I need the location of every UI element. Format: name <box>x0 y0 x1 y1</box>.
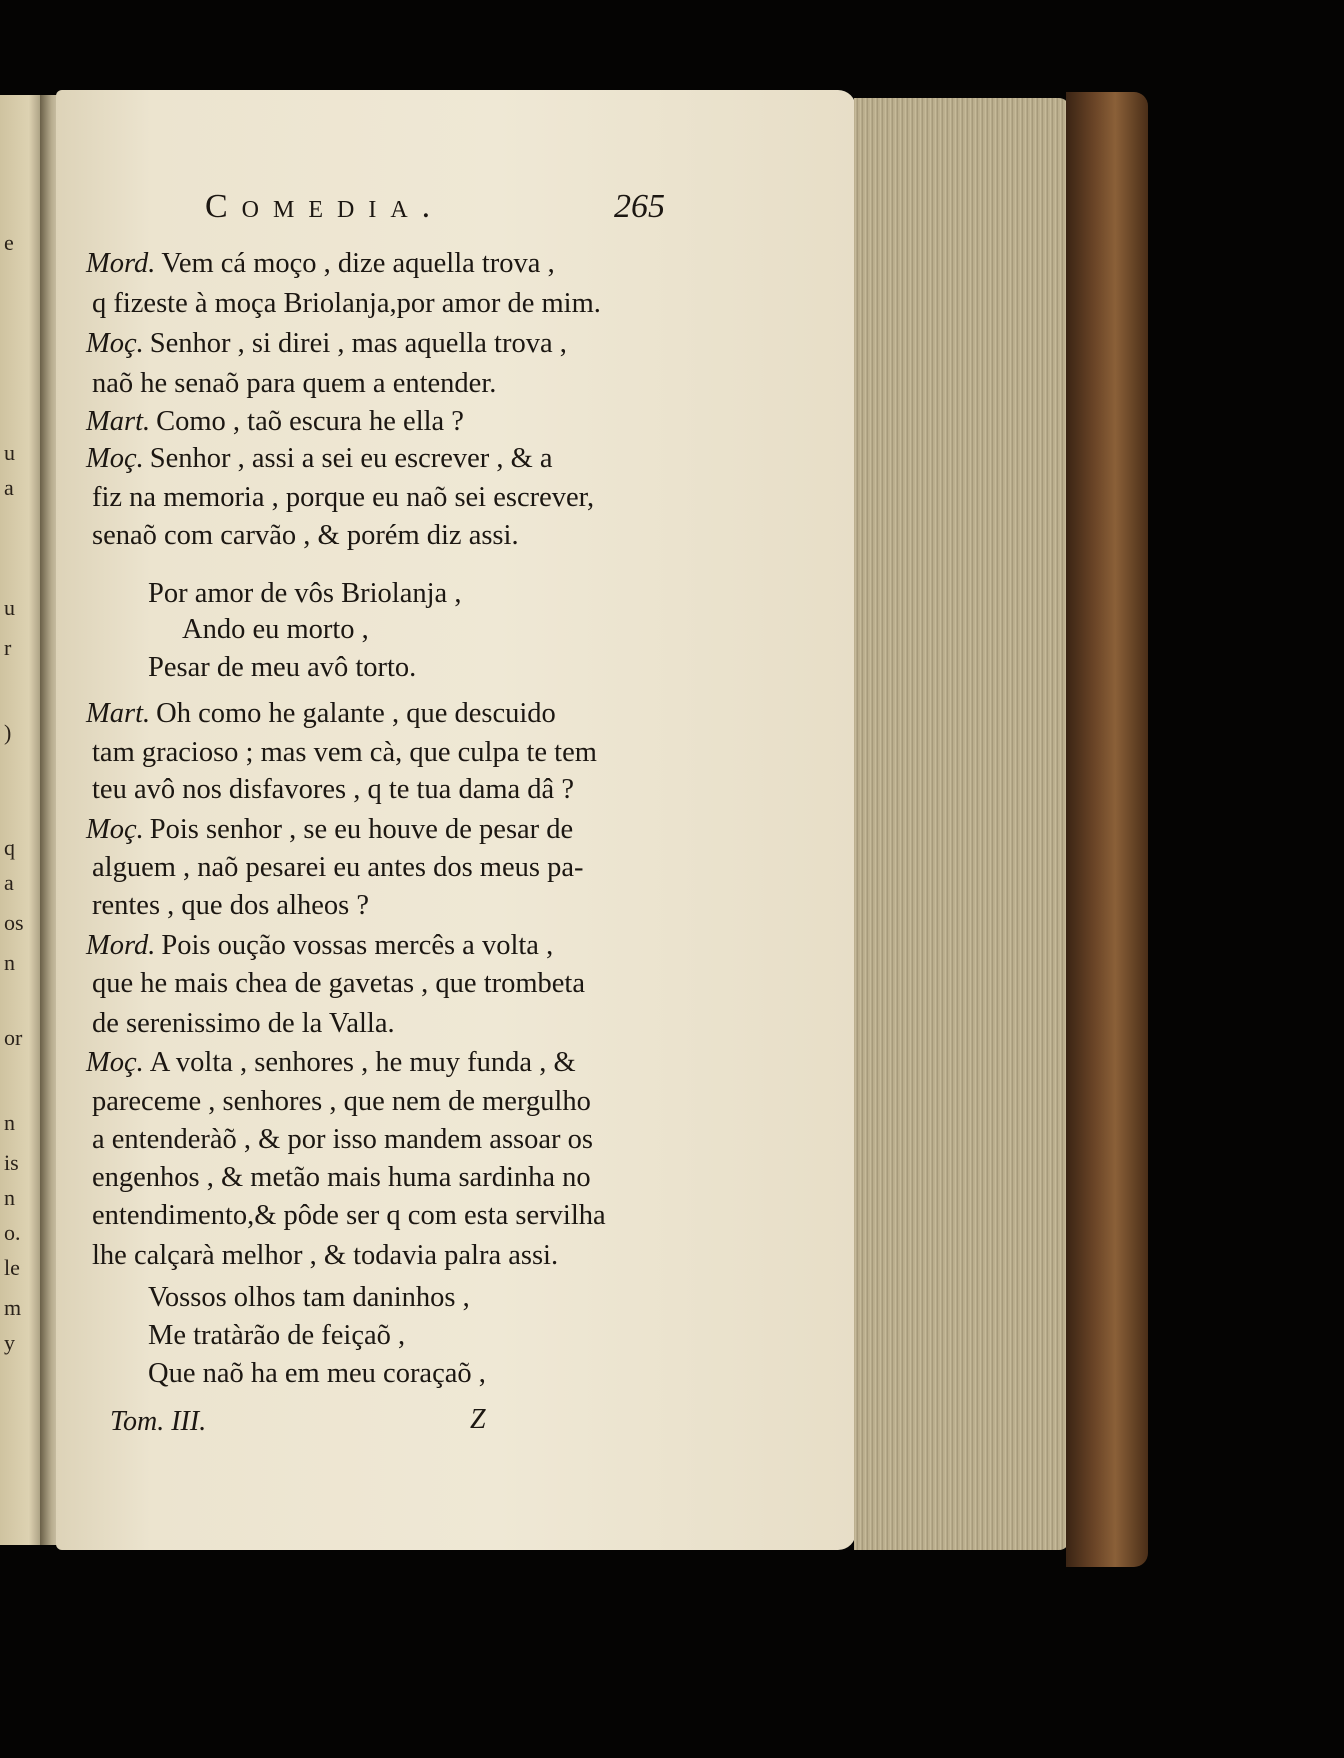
text-line <box>86 850 583 886</box>
left-glyph: e <box>4 230 14 255</box>
verse-line: Me tratàrão de feiçaõ , <box>148 1320 406 1351</box>
verse-line: Por amor de vôs Briolanja , <box>148 578 462 609</box>
line-text: Oh como he galante , que descuido <box>156 698 556 729</box>
line-text: tam gracioso ; mas vem cà, que culpa te tem <box>92 737 597 768</box>
line-text: senaõ com carvão , & porém diz assi. <box>92 520 519 551</box>
line-text: rentes , que dos alheos ? <box>92 890 369 921</box>
left-glyph: os <box>4 910 24 935</box>
line-text: teu avô nos disfavores , q te tua dama dâ ? <box>92 774 574 805</box>
text-line <box>86 366 496 402</box>
text-line <box>86 286 601 322</box>
text-line <box>86 1238 558 1274</box>
text-line <box>86 772 574 808</box>
text-line <box>86 1084 591 1120</box>
text-line <box>86 928 553 964</box>
speaker-label: Moç. <box>86 443 144 474</box>
line-text: entendimento,& pôde ser q com esta servilha <box>92 1200 606 1231</box>
speaker-label: Mart. <box>86 406 151 437</box>
text-line <box>86 326 567 362</box>
text-line <box>86 1006 395 1042</box>
left-glyph: y <box>4 1330 15 1355</box>
speaker-label: Mart. <box>86 698 151 729</box>
line-text: alguem , naõ pesarei eu antes dos meus pa- <box>92 852 584 883</box>
text-line <box>86 812 573 848</box>
line-text: Pois oução vossas mercês a volta , <box>161 930 554 961</box>
speaker-label: Mord. <box>86 930 156 961</box>
left-glyph: is <box>4 1150 19 1175</box>
left-glyph: n <box>4 1185 15 1210</box>
text-line <box>86 1198 606 1234</box>
left-glyph: or <box>4 1025 23 1050</box>
text-line <box>86 696 556 732</box>
running-title: Comedia. <box>205 188 445 225</box>
volume-footer: Tom. III. <box>110 1406 207 1437</box>
line-text: Senhor , si direi , mas aquella trova , <box>149 328 567 359</box>
left-glyph: m <box>4 1295 22 1320</box>
verse-line: Vossos olhos tam daninhos , <box>148 1282 470 1313</box>
verse-line: Ando eu morto , <box>182 614 369 645</box>
text-line <box>86 888 369 924</box>
text-line <box>86 441 553 477</box>
speaker-label: Mord. <box>86 248 156 279</box>
line-text: Vem cá moço , dize aquella trova , <box>161 248 555 279</box>
left-glyph: o. <box>4 1220 21 1245</box>
signature-mark: Z <box>470 1404 486 1435</box>
line-text: pareceme , senhores , que nem de mergulho <box>92 1086 591 1117</box>
left-glyph: a <box>4 475 14 500</box>
line-text: a entenderàõ , & por isso mandem assoar os <box>92 1124 593 1155</box>
left-glyph: n <box>4 950 15 975</box>
left-glyph: u <box>4 440 15 465</box>
left-glyph: q <box>4 835 15 860</box>
speaker-label: Moç. <box>86 814 144 845</box>
line-text: Pois senhor , se eu houve de pesar de <box>149 814 574 845</box>
line-text: A volta , senhores , he muy funda , & <box>149 1047 576 1078</box>
left-glyph: u <box>4 595 15 620</box>
speaker-label: Moç. <box>86 328 144 359</box>
page-number: 265 <box>614 188 665 225</box>
text-line <box>86 966 585 1002</box>
left-glyph: le <box>4 1255 20 1280</box>
line-text: engenhos , & metão mais huma sardinha no <box>92 1162 591 1193</box>
left-glyph: n <box>4 1110 15 1135</box>
text-line <box>86 1122 593 1158</box>
line-text: que he mais chea de gavetas , que trombeta <box>92 968 586 999</box>
running-head <box>205 188 665 232</box>
text-line <box>86 735 597 771</box>
line-text: q fizeste à moça Briolanja,por amor de mim. <box>92 288 601 319</box>
text-line <box>86 480 594 516</box>
left-glyph: ) <box>4 720 12 745</box>
text-line <box>86 1045 576 1081</box>
text-line <box>86 246 555 282</box>
verse-line: Pesar de meu avô torto. <box>148 652 417 683</box>
line-text: Senhor , assi a sei eu escrever , & a <box>149 443 553 474</box>
left-glyph: a <box>4 870 14 895</box>
line-text: lhe calçarà melhor , & todavia palra assi. <box>92 1240 559 1271</box>
line-text: fiz na memoria , porque eu naõ sei escrever, <box>92 482 595 513</box>
speaker-label: Moç. <box>86 1047 144 1078</box>
left-glyph: r <box>4 635 12 660</box>
verse-line: Que naõ ha em meu coraçaõ , <box>148 1358 486 1389</box>
text-line <box>86 404 464 440</box>
line-text: Como , taõ escura he ella ? <box>156 406 464 437</box>
line-text: de serenissimo de la Valla. <box>92 1008 395 1039</box>
text-line <box>86 518 519 554</box>
line-text: naõ he senaõ para quem a entender. <box>92 368 497 399</box>
text-line <box>86 1160 591 1196</box>
